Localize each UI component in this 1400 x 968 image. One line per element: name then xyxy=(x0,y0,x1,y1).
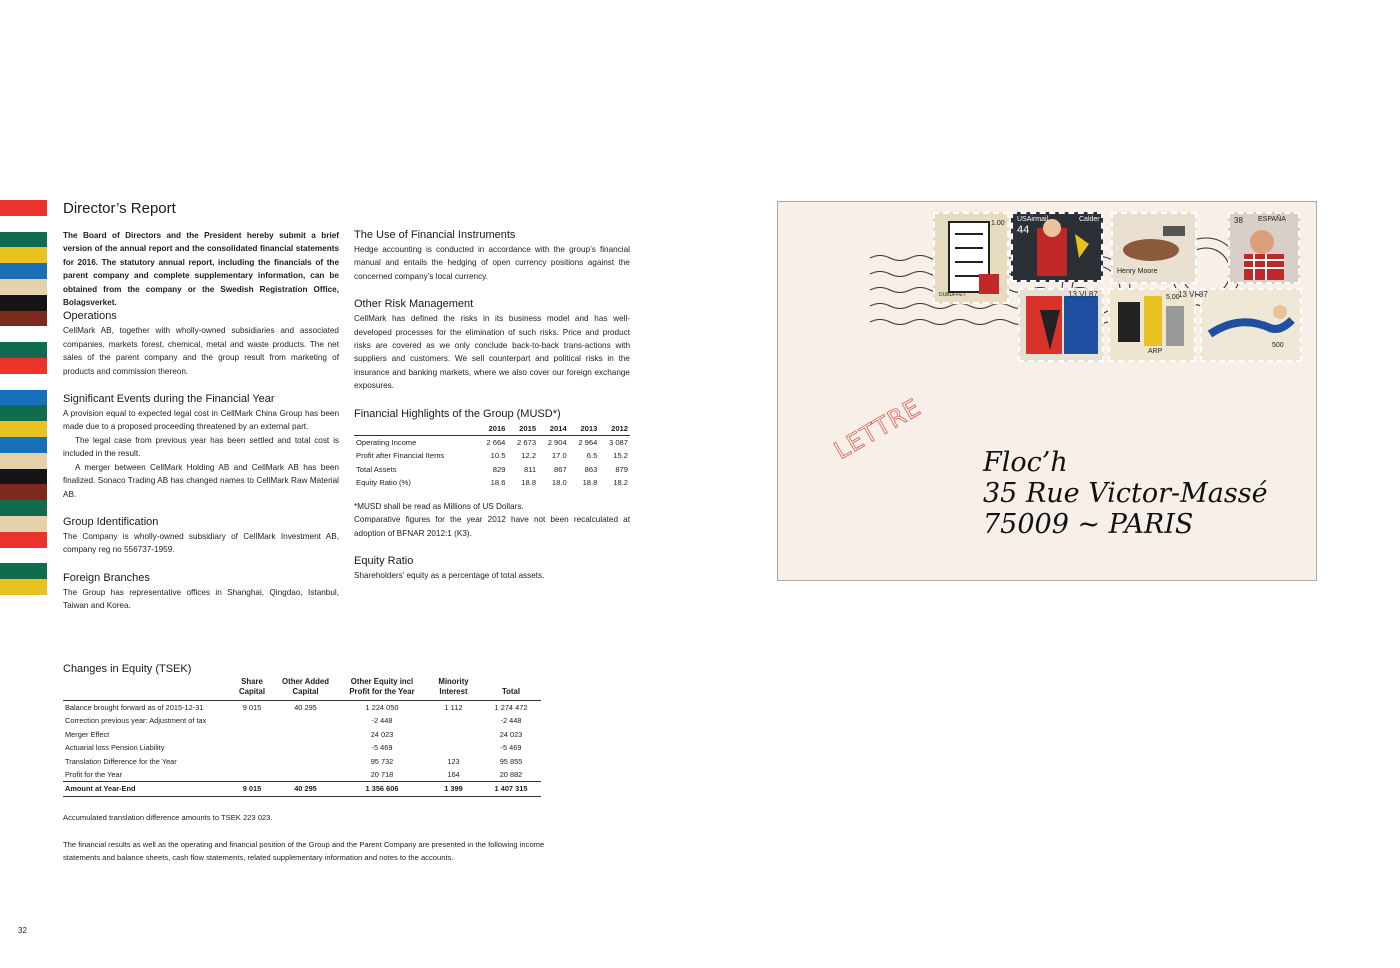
changes-heading: Changes in Equity (TSEK) xyxy=(63,663,192,675)
column-header: Minority Interest xyxy=(438,677,469,696)
instruments-section xyxy=(354,228,630,283)
stamp-value: 44 xyxy=(1017,224,1030,236)
cell-value: 1 407 315 xyxy=(481,782,541,796)
total-row xyxy=(63,782,541,796)
color-stripe xyxy=(0,390,47,406)
row-label: Profit after Financial Items xyxy=(356,451,445,461)
risk-text: CellMark has defined the risks in its business model and has well-developed processes for the elimination of such risks. Price and product risks are covered as we only conclude back-to-back trans-actions with suppliers and customers. We sell counterpart and political risks in the insurance and banking markets, where we also cover our foreign exchange exposures. xyxy=(354,314,630,391)
address-line-2: 35 Rue Victor-Massé xyxy=(983,478,1268,509)
cell-value: -2 448 xyxy=(371,716,393,726)
cell-value: -5 469 xyxy=(371,743,393,753)
events-paragraph-3: A merger between CellMark Holding AB and CellMark AB has been finalized. Sonaco Trading AB has changed names to CellMark Raw Material AB. xyxy=(63,462,339,499)
year-header: 2015 xyxy=(507,422,538,436)
cell-value: 20 882 xyxy=(499,770,523,780)
row-label: Actuarial loss Pension Liability xyxy=(65,743,165,753)
results-note: The financial results as well as the operating and financial position of the Group and the Parent Company are presented in the following income statements and balance sheets, cash flow statements, related supplementary information and notes to the accounts. xyxy=(63,840,545,863)
cell-value: 15.2 xyxy=(613,451,628,461)
table-row xyxy=(63,701,541,715)
stamp-country: ESPAÑA xyxy=(1258,216,1286,223)
intro-text: The Board of Directors and the President hereby submit a brief version of the annual report and the consolidated financial statements for 2016. The statutory annual report, including the financials of the parent company and complete supplementary information, can be obtained from the company or the Swedish Registration Office, Bolagsverket. xyxy=(63,231,339,308)
stamp-artist: Henry Moore xyxy=(1117,268,1158,275)
group-identification-heading: Group Identification xyxy=(63,515,159,528)
equity-ratio-heading: Equity Ratio xyxy=(354,554,414,567)
postmark-date: 13 VI 87 xyxy=(1068,290,1098,299)
table-row xyxy=(63,714,541,727)
cell-value: -5 469 xyxy=(500,743,522,753)
row-label: Translation Difference for the Year xyxy=(65,756,177,766)
operations-text: CellMark AB, together with wholly-owned subsidiaries and associated companies, markets forest, chemical, metal and waste products. The net sales of the parent company and the group result from marketing of products and commission thereon. xyxy=(63,326,339,376)
cell-value: 18.8 xyxy=(521,478,537,488)
cell-value xyxy=(231,755,273,768)
table-row xyxy=(63,741,541,754)
stamp-country: USAirmail xyxy=(1017,216,1049,223)
cell-value xyxy=(273,768,338,782)
column-header: Total xyxy=(501,687,521,696)
stamp-art xyxy=(1020,290,1102,360)
row-label: Correction previous year: Adjustment of tax xyxy=(65,716,207,726)
instruments-text: Hedge accounting is conducted in accordance with the group’s financial manual and entails the hedging of open currency positions against the concerned company’s local currency. xyxy=(354,245,630,281)
color-stripe xyxy=(0,469,47,485)
color-stripe xyxy=(0,311,47,327)
cell-value: 6.5 xyxy=(586,451,598,461)
group-identification-section xyxy=(63,515,339,557)
table-row xyxy=(63,755,541,768)
color-stripe xyxy=(0,263,47,279)
cell-value: 164 xyxy=(447,770,460,780)
stamp-henry-moore xyxy=(1111,212,1197,284)
changes-in-equity-section xyxy=(63,662,563,797)
lettre-stamp: LETTRE xyxy=(829,393,926,465)
handwritten-address xyxy=(983,447,1268,540)
cell-value: 10.5 xyxy=(490,451,506,461)
cell-value xyxy=(231,741,273,754)
events-section xyxy=(63,392,339,501)
stamp-dubuffet xyxy=(933,212,1009,304)
cell-value: 40 295 xyxy=(273,701,338,715)
cell-value xyxy=(231,714,273,727)
stamp-value: 38 xyxy=(1234,216,1243,225)
equity-ratio-section xyxy=(354,554,630,582)
branches-section xyxy=(63,571,339,613)
cell-value: 9 015 xyxy=(231,701,273,715)
cell-value: 2 664 xyxy=(486,438,506,448)
row-label: Merger Effect xyxy=(65,729,110,739)
stamp-reclining-figure xyxy=(1200,288,1302,362)
cell-value: 829 xyxy=(492,464,506,474)
color-stripe xyxy=(0,500,47,516)
cell-value: 95 732 xyxy=(370,756,394,766)
cell-value: 18.2 xyxy=(613,478,628,488)
row-label: Profit for the Year xyxy=(65,770,123,780)
cell-value xyxy=(273,741,338,754)
cell-value xyxy=(231,768,273,782)
events-paragraph-1: A provision equal to expected legal cost in CellMark China Group has been made due to a proposed proceeding threatened by an external part. xyxy=(63,409,339,432)
page-title: Director’s Report xyxy=(63,200,176,217)
cell-value xyxy=(426,728,481,741)
column-header: Other Added Capital xyxy=(282,677,329,696)
envelope-illustration xyxy=(777,201,1317,581)
cell-value xyxy=(273,714,338,727)
branches-heading: Foreign Branches xyxy=(63,571,150,584)
cell-value: 1 274 472 xyxy=(481,701,541,715)
cell-value xyxy=(426,714,481,727)
equity-ratio-text: Shareholders’ equity as a percentage of total assets. xyxy=(354,570,545,580)
stamp-espana xyxy=(1228,212,1300,284)
color-stripe xyxy=(0,405,47,421)
year-header: 2012 xyxy=(599,422,630,436)
cell-value: 1 356 606 xyxy=(338,782,426,796)
cell-value xyxy=(273,755,338,768)
events-paragraph-2: The legal case from previous year has been settled and total cost is included in the result. xyxy=(63,435,339,459)
color-stripe xyxy=(0,532,47,548)
table-row xyxy=(63,728,541,741)
color-stripe xyxy=(0,484,47,500)
row-label: Amount at Year-End xyxy=(63,782,231,796)
column-header: Other Equity incl Profit for the Year xyxy=(349,677,415,696)
cell-value: 867 xyxy=(554,464,567,474)
table-row xyxy=(354,436,630,450)
risk-section xyxy=(354,297,630,392)
row-label: Equity Ratio (%) xyxy=(356,478,411,488)
cell-value: 2 964 xyxy=(578,438,598,448)
stamp-artist: DUBUFFET xyxy=(939,292,966,298)
cell-value: 17.0 xyxy=(551,451,567,461)
stamp-abstract xyxy=(1018,288,1104,362)
cell-value: 18.6 xyxy=(490,478,506,488)
color-stripe xyxy=(0,216,47,232)
cell-value: 18.0 xyxy=(551,478,567,488)
color-stripe xyxy=(0,579,47,595)
operations-heading: Operations xyxy=(63,310,117,323)
cell-value: 12.2 xyxy=(521,451,537,461)
highlights-note-1: *MUSD shall be read as Millions of US Dollars. xyxy=(354,501,524,511)
color-stripes xyxy=(0,200,47,595)
cell-value xyxy=(426,741,481,754)
highlights-table xyxy=(354,422,630,490)
year-header: 2016 xyxy=(477,422,508,436)
stamp-art xyxy=(935,214,1007,302)
page-number: 32 xyxy=(18,926,27,935)
instruments-heading: The Use of Financial Instruments xyxy=(354,229,516,241)
cell-value: 20 718 xyxy=(370,770,394,780)
cell-value: 2 673 xyxy=(517,438,537,448)
stamp-art xyxy=(1202,290,1300,360)
cell-value: 1 112 xyxy=(426,701,481,715)
address-line-3: 75009 ~ PARIS xyxy=(983,509,1194,540)
table-row xyxy=(354,449,630,462)
stamp-usairmail xyxy=(1011,212,1103,282)
stamp-artist: Calder xyxy=(1079,216,1100,223)
cell-value: 95 855 xyxy=(499,756,523,766)
cell-value: 1 224 050 xyxy=(338,701,426,715)
color-stripe xyxy=(0,342,47,358)
address-line-1: Floc’h xyxy=(983,447,1068,478)
cell-value: 863 xyxy=(584,464,598,474)
right-column xyxy=(354,228,630,596)
cell-value: 9 015 xyxy=(231,782,273,796)
postmark-date: 13 VI 87 xyxy=(1178,290,1208,299)
cell-value: 811 xyxy=(523,464,537,474)
column-header: Share Capital xyxy=(239,677,265,696)
color-stripe xyxy=(0,358,47,374)
color-stripe xyxy=(0,247,47,263)
color-stripe xyxy=(0,232,47,248)
cell-value: 1 399 xyxy=(426,782,481,796)
changes-table xyxy=(63,677,541,797)
cell-value: 3 087 xyxy=(608,438,628,448)
cell-value xyxy=(273,728,338,741)
cell-value xyxy=(231,728,273,741)
stamp-value: 1.00 xyxy=(991,220,1005,227)
highlights-label-header xyxy=(354,422,477,436)
cell-value: 40 295 xyxy=(273,782,338,796)
color-stripe xyxy=(0,437,47,453)
row-label: Operating Income xyxy=(356,438,417,448)
operations-section xyxy=(63,309,339,378)
highlights-note-2: Comparative figures for the year 2012 have not been recalculated at adoption of BFNAR 2012:1 (K3). xyxy=(354,515,630,538)
row-label: Balance brought forward as of 2015-12-31 xyxy=(63,701,231,715)
color-stripe xyxy=(0,374,47,390)
cell-value: 2 904 xyxy=(547,438,567,448)
stamp-artist: ARP xyxy=(1148,348,1163,355)
table-row xyxy=(354,463,630,476)
color-stripe xyxy=(0,200,47,216)
cell-value: 24 023 xyxy=(370,729,394,739)
year-header: 2013 xyxy=(569,422,600,436)
cell-value: 18.8 xyxy=(582,478,598,488)
group-identification-text: The Company is wholly-owned subsidiary of CellMark Investment AB, company reg no 556737-1959. xyxy=(63,531,339,555)
left-column xyxy=(63,229,339,627)
cell-value: 123 xyxy=(447,756,460,766)
color-stripe xyxy=(0,279,47,295)
events-heading: Significant Events during the Financial Year xyxy=(63,393,275,406)
changes-label-header xyxy=(63,677,231,701)
table-row xyxy=(63,768,541,782)
translation-note: Accumulated translation difference amounts to TSEK 223 023. xyxy=(63,813,273,822)
color-stripe xyxy=(0,295,47,311)
risk-heading: Other Risk Management xyxy=(354,298,474,311)
highlights-section xyxy=(354,407,630,540)
color-stripe xyxy=(0,326,47,342)
highlights-heading: Financial Highlights of the Group (MUSD*) xyxy=(354,407,561,420)
color-stripe xyxy=(0,421,47,437)
color-stripe xyxy=(0,516,47,532)
cell-value: -2 448 xyxy=(500,716,522,726)
color-stripe xyxy=(0,453,47,469)
stamp-value: 5,00 xyxy=(1166,294,1180,301)
cell-value: 24 023 xyxy=(499,729,523,739)
cell-value: 879 xyxy=(615,464,628,474)
stamp-value: 500 xyxy=(1272,342,1284,349)
year-header: 2014 xyxy=(538,422,569,436)
color-stripe xyxy=(0,548,47,564)
table-row xyxy=(354,476,630,489)
row-label: Total Assets xyxy=(356,464,397,474)
branches-text: The Group has representative offices in Shanghai, Qingdao, Istanbul, Taiwan and Korea. xyxy=(63,587,339,611)
color-stripe xyxy=(0,563,47,579)
stamp-arp xyxy=(1108,288,1196,362)
